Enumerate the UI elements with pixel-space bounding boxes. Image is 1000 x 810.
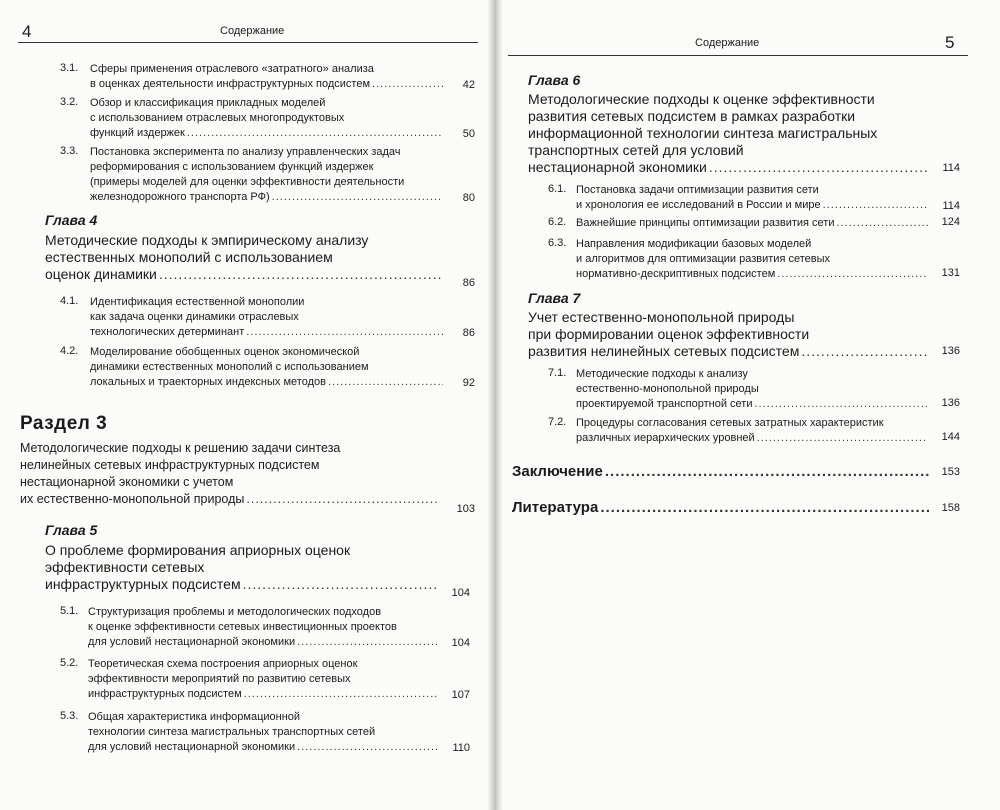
toc-line: с использованием отраслевых многопродуктовых bbox=[90, 112, 345, 124]
page-ref: 114 bbox=[942, 200, 960, 212]
leader-dots bbox=[297, 740, 438, 755]
toc-conclusion[interactable] bbox=[512, 463, 960, 480]
right-page-number: 5 bbox=[945, 33, 955, 52]
toc-line: Процедуры согласования сетевых затратных характеристик bbox=[576, 417, 884, 429]
toc-line: развития нелинейных сетевых подсистем ..... bbox=[528, 343, 930, 360]
section-number: 5.1. bbox=[60, 605, 79, 617]
toc-line: различных иерархических уровней ..... bbox=[576, 431, 930, 446]
toc-line: оценок динамики ..... bbox=[45, 266, 445, 283]
book-spine bbox=[488, 0, 502, 810]
toc-line: и хронология ее исследований в России и мире ..... bbox=[576, 198, 930, 213]
toc-line: Общая характеристика информационной bbox=[88, 711, 301, 723]
toc-chapter-7[interactable] bbox=[528, 290, 960, 370]
page-ref: 114 bbox=[942, 162, 960, 174]
toc-line: Важнейшие принципы оптимизации развития сети ..... bbox=[576, 216, 930, 231]
page-ref: 153 bbox=[941, 466, 960, 478]
toc-line: в оценках деятельности инфраструктурных подсистем ..... bbox=[90, 77, 445, 92]
toc-line: для условий нестационарной экономики ..... bbox=[88, 740, 440, 755]
toc-line: технологии синтеза магистральных транспортных сетей bbox=[88, 726, 376, 738]
leader-dots bbox=[246, 491, 440, 508]
toc-line: для условий нестационарной экономики ..... bbox=[88, 635, 440, 650]
toc-line: Постановка задачи оптимизации развития сети bbox=[576, 184, 819, 196]
page-ref: 131 bbox=[941, 267, 960, 279]
toc-line: (примеры моделей для оценки эффективности деятельности bbox=[90, 176, 405, 188]
section-number: 5.2. bbox=[60, 657, 79, 669]
toc-line: реформирования с использованием функций издержек bbox=[90, 161, 374, 173]
toc-line: Методологические подходы к оценке эффективности bbox=[528, 91, 875, 107]
toc-line: к оценке эффективности сетевых инвестиционных проектов bbox=[88, 621, 397, 633]
page-ref: 107 bbox=[451, 689, 470, 701]
toc-line: транспортных сетей для условий bbox=[528, 142, 744, 158]
toc-line: инфраструктурных подсистем ..... bbox=[88, 687, 440, 702]
section-number: 4.1. bbox=[60, 295, 79, 307]
right-header-title: Содержание bbox=[695, 37, 760, 49]
toc-line: Моделирование обобщенных оценок экономической bbox=[90, 346, 360, 358]
section-number: 5.3. bbox=[60, 710, 79, 722]
toc-line: эффективности сетевых bbox=[45, 559, 205, 575]
leader-dots bbox=[328, 375, 443, 390]
leader-dots bbox=[823, 198, 928, 213]
toc-line: проектируемой транспортной сети ..... bbox=[576, 397, 930, 412]
leader-dots bbox=[600, 499, 930, 516]
chapter-label: Глава 7 bbox=[528, 290, 581, 306]
toc-line: О проблеме формирования априорных оценок bbox=[45, 542, 351, 558]
section-number: 6.2. bbox=[548, 216, 567, 228]
toc-line: при формировании оценок эффективности bbox=[528, 326, 810, 342]
toc-line: железнодорожного транспорта РФ) ..... bbox=[90, 190, 445, 205]
page-ref: 86 bbox=[462, 277, 475, 289]
page-ref: 92 bbox=[462, 377, 475, 389]
toc-chapter-4[interactable] bbox=[45, 212, 475, 292]
toc-line: нелинейных сетевых инфраструктурных подсистем bbox=[20, 458, 320, 472]
right-header-rule bbox=[508, 55, 968, 56]
chapter-label: Глава 4 bbox=[45, 212, 98, 228]
page-ref: 50 bbox=[462, 128, 475, 140]
toc-line: нестационарной экономики ..... bbox=[528, 159, 930, 176]
leader-dots bbox=[801, 343, 928, 360]
toc-line: технологических детерминант ..... bbox=[90, 325, 445, 340]
page-ref: 104 bbox=[451, 637, 470, 649]
leader-dots bbox=[246, 325, 443, 340]
page-ref: 104 bbox=[451, 587, 470, 599]
toc-line: нестационарной экономики с учетом bbox=[20, 475, 234, 489]
leader-dots bbox=[709, 159, 928, 176]
leader-dots bbox=[757, 431, 928, 446]
toc-line: развития сетевых подсистем в рамках разработки bbox=[528, 108, 856, 124]
part-label: Раздел 3 bbox=[20, 413, 108, 434]
chapter-label: Глава 6 bbox=[528, 72, 581, 88]
toc-line: инфраструктурных подсистем ..... bbox=[45, 576, 440, 593]
leader-dots bbox=[837, 216, 929, 231]
toc-chapter-5[interactable] bbox=[45, 522, 470, 602]
toc-line: естественно-монопольной природы bbox=[576, 383, 759, 395]
toc-line: Постановка эксперимента по анализу управленческих задач bbox=[90, 146, 401, 158]
left-header-title: Содержание bbox=[220, 25, 285, 37]
toc-line: Методические подходы к анализу bbox=[576, 368, 748, 380]
left-page bbox=[0, 0, 490, 810]
leader-dots bbox=[244, 687, 438, 702]
section-number: 7.1. bbox=[548, 367, 567, 379]
page-ref: 42 bbox=[462, 79, 475, 91]
leader-dots bbox=[777, 267, 928, 282]
toc-line: Структуризация проблемы и методологических подходов bbox=[88, 606, 382, 618]
chapter-label: Глава 5 bbox=[45, 522, 98, 538]
page-ref: 136 bbox=[941, 345, 960, 357]
leader-dots bbox=[159, 266, 443, 283]
toc-line: локальных и траекторных индексных методов ..... bbox=[90, 375, 445, 390]
toc-line: их естественно-монопольной природы ..... bbox=[20, 491, 442, 508]
toc-line: информационной технологии синтеза магистральных bbox=[528, 125, 878, 141]
toc-chapter-6[interactable] bbox=[528, 72, 960, 182]
section-number: 3.1. bbox=[60, 62, 79, 74]
page-ref: 124 bbox=[941, 216, 960, 228]
toc-line: Заключение ..... bbox=[512, 463, 932, 480]
leader-dots bbox=[243, 576, 438, 593]
leader-dots bbox=[605, 463, 930, 480]
toc-line: и алгоритмов для оптимизации развития сетевых bbox=[576, 253, 830, 265]
leader-dots bbox=[187, 126, 443, 141]
page-ref: 144 bbox=[941, 431, 960, 443]
left-header-rule bbox=[18, 42, 478, 43]
toc-line: Теоретическая схема построения априорных оценок bbox=[88, 658, 358, 670]
section-number: 6.1. bbox=[548, 183, 567, 195]
leader-dots bbox=[272, 190, 443, 205]
toc-line: Учет естественно-монопольной природы bbox=[528, 309, 795, 325]
section-number: 3.3. bbox=[60, 145, 79, 157]
leader-dots bbox=[297, 635, 438, 650]
right-page bbox=[500, 0, 1000, 810]
toc-line: нормативно-дескриптивных подсистем ..... bbox=[576, 267, 930, 282]
toc-line: динамики естественных монополий с использованием bbox=[90, 361, 369, 373]
page-ref: 110 bbox=[452, 742, 470, 754]
toc-line: Идентификация естественной монополии bbox=[90, 296, 305, 308]
section-number: 6.3. bbox=[548, 237, 567, 249]
section-number: 4.2. bbox=[60, 345, 79, 357]
toc-line: как задача оценки динамики отраслевых bbox=[90, 311, 299, 323]
toc-line: Методические подходы к эмпирическому анализу bbox=[45, 232, 369, 248]
page-ref: 136 bbox=[941, 397, 960, 409]
toc-line: Обзор и классификация прикладных моделей bbox=[90, 97, 326, 109]
toc-literature[interactable] bbox=[512, 499, 960, 516]
leader-dots bbox=[754, 397, 928, 412]
toc-part-3[interactable] bbox=[20, 413, 475, 513]
toc-line: Сферы применения отраслевого «затратного» анализа bbox=[90, 63, 374, 75]
page-ref: 158 bbox=[941, 502, 960, 514]
page-ref: 103 bbox=[456, 503, 475, 515]
left-page-number: 4 bbox=[22, 22, 32, 41]
toc-line: эффективности мероприятий по развитию сетевых bbox=[88, 673, 351, 685]
leader-dots bbox=[372, 77, 443, 92]
page-ref: 80 bbox=[462, 192, 475, 204]
toc-line: естественных монополий с использованием bbox=[45, 249, 333, 265]
section-number: 7.2. bbox=[548, 416, 567, 428]
page-ref: 86 bbox=[462, 327, 475, 339]
toc-line: Методологические подходы к решению задачи синтеза bbox=[20, 441, 341, 455]
toc-line: Направления модификации базовых моделей bbox=[576, 238, 812, 250]
section-number: 3.2. bbox=[60, 96, 79, 108]
toc-line: функций издержек ..... bbox=[90, 126, 445, 141]
toc-line: Литература ..... bbox=[512, 499, 932, 516]
